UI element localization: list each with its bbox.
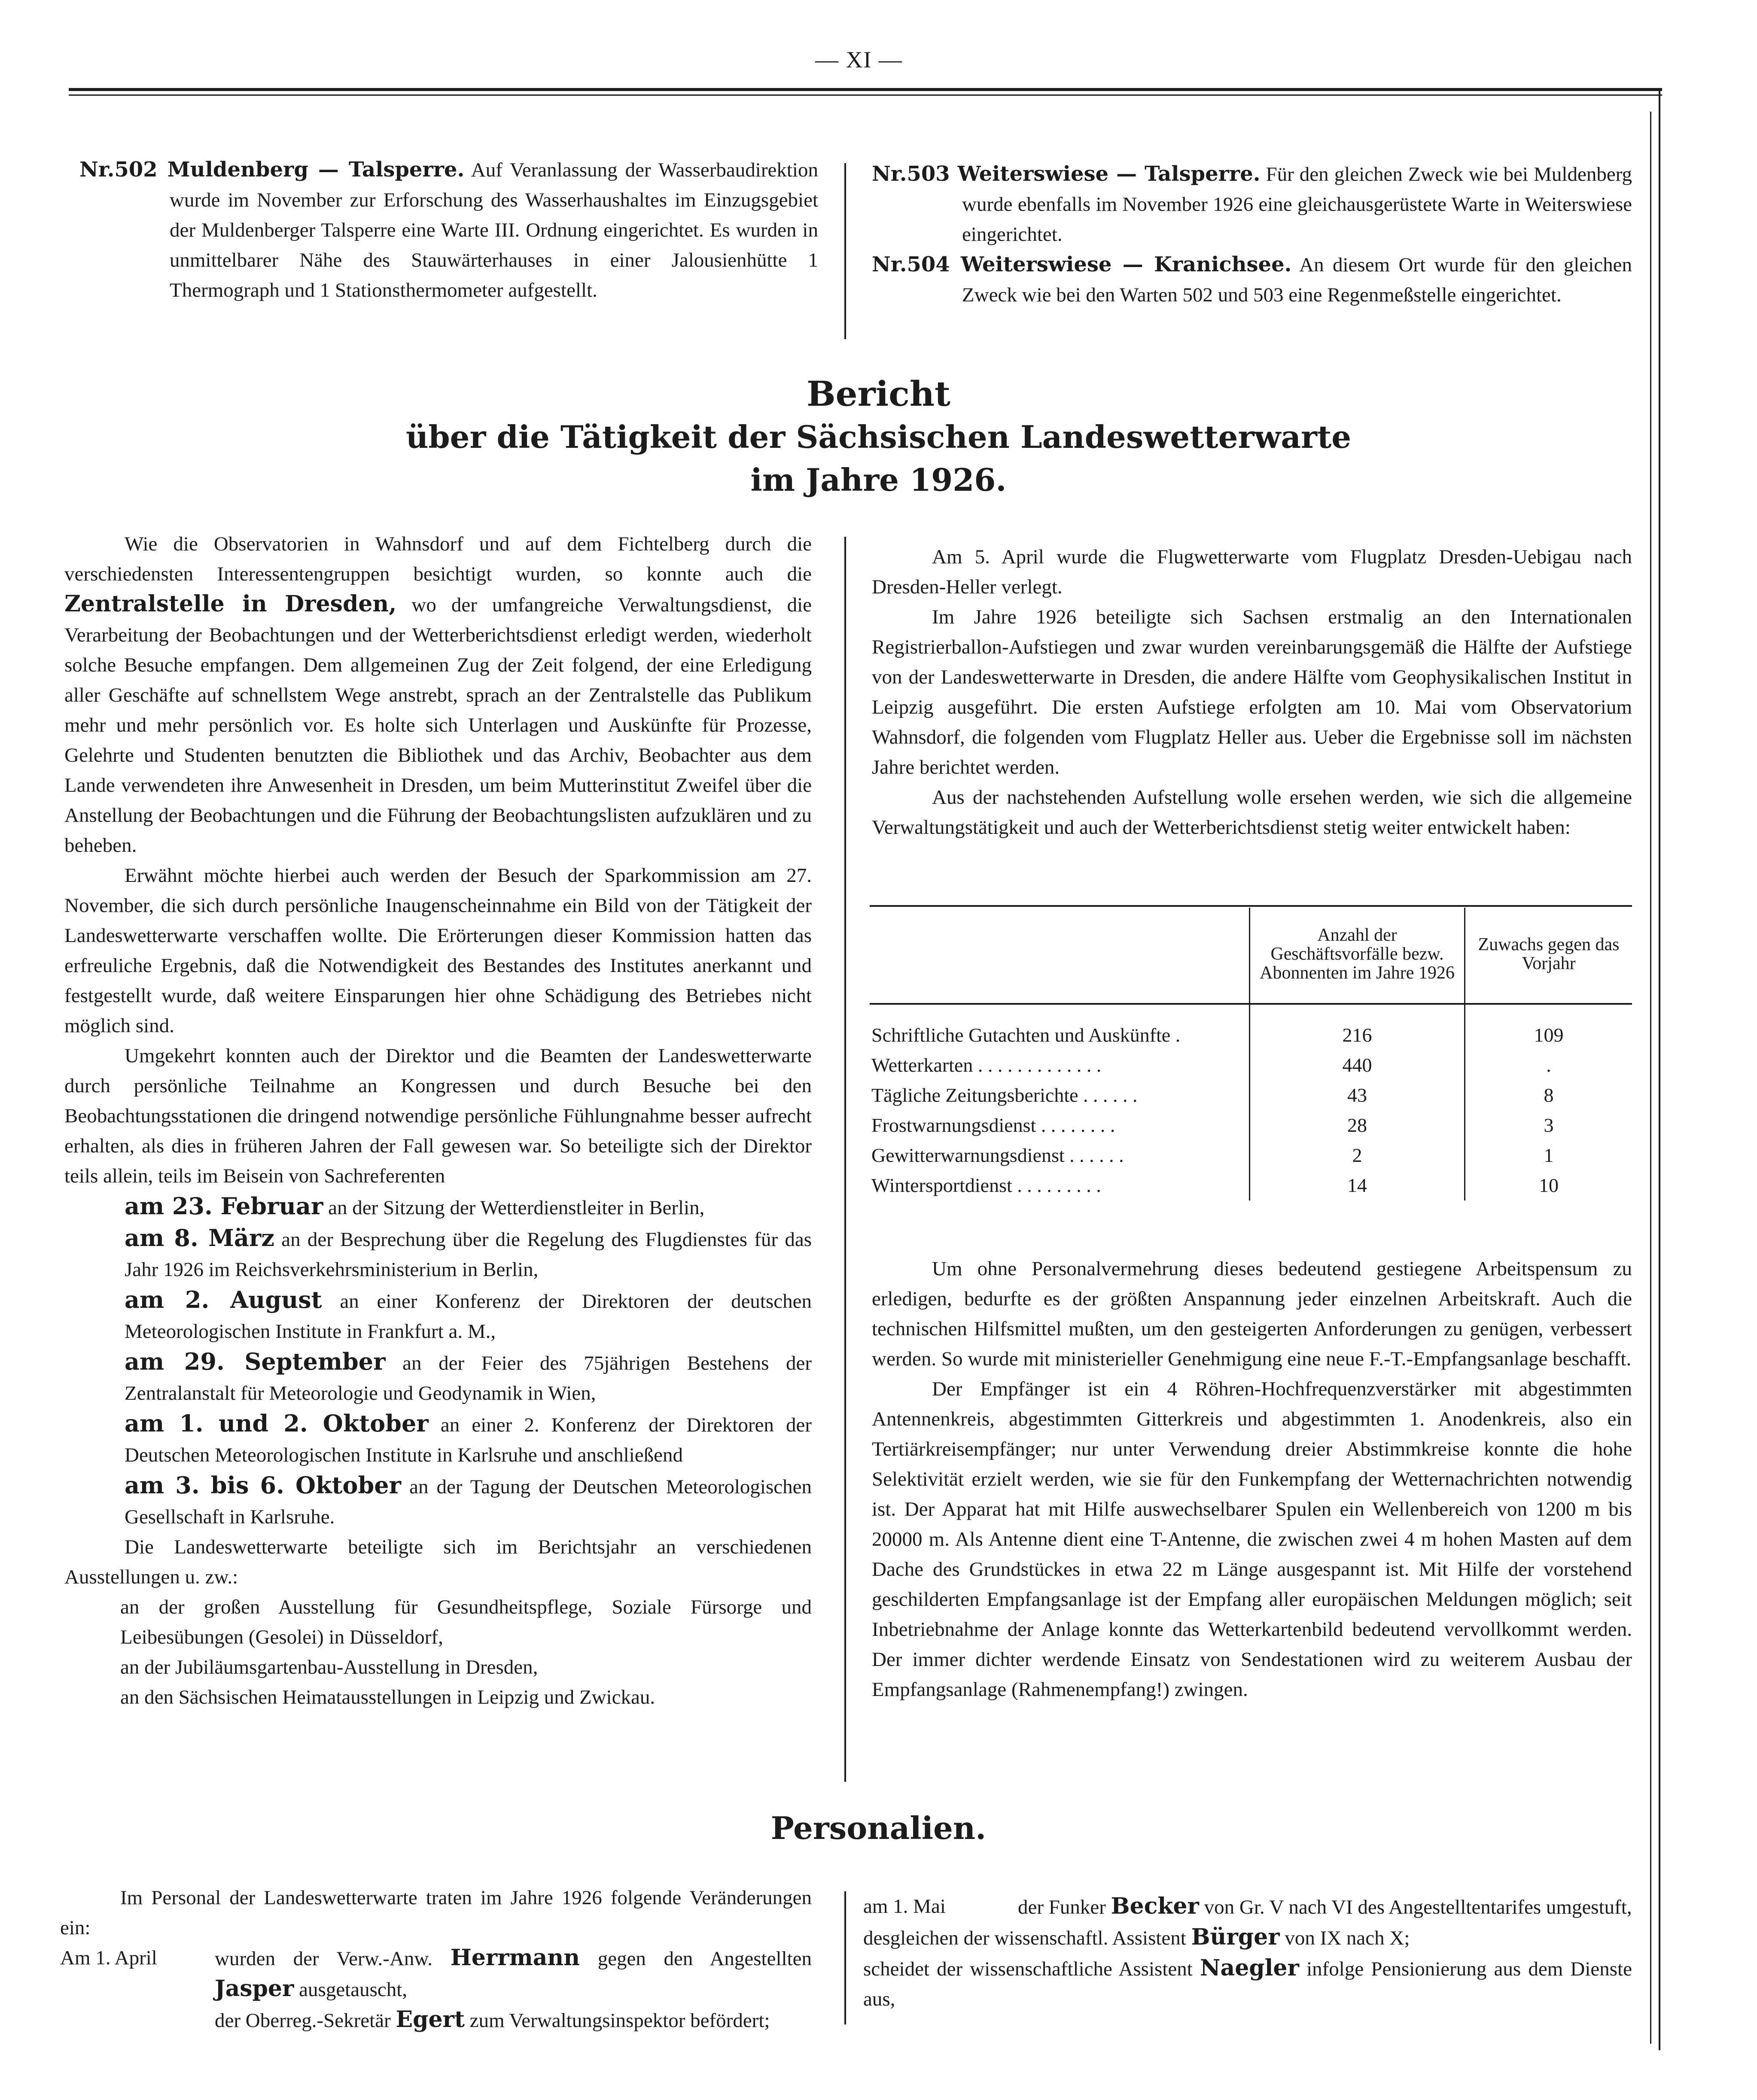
event-item [125,1408,812,1470]
report-right-column-bottom [872,1254,1632,1705]
report-right-p3: Aus der nachstehenden Aufstellung wolle ersehen werden, wie sich die allgemeine Verwaltungstätigkeit und auch der Wetterberichtsdienst stetig weiter entwickelt haben: [872,786,1632,839]
event-text: an der Besprechung über die Regelung des Flugdienstes für das Jahr 1926 im Reichsverkehrsministerium in Berlin, [125,1228,812,1281]
event-item [125,1470,812,1532]
table-header-count: Anzahl der Geschäftsvorfälle bezw. Abonnenten im Jahre 1926 [1250,908,1465,1004]
table-row-growth: . [1546,1054,1551,1076]
header-rule-thick [69,88,1662,91]
personalien-april-date: Am 1. April [60,1947,157,1969]
table-row-growth: 10 [1539,1174,1559,1196]
person-name: Bürger [1191,1924,1280,1950]
text-fragment: wurden der Verw.-Anw. [215,1948,433,1970]
column-divider-report [844,537,846,1782]
table-row [870,1110,1632,1140]
report-right-p1: Am 5. April wurde die Flugwetterwarte vom Flugplatz Dresden-Uebigau nach Dresden-Heller verlegt. [872,546,1632,598]
table-row-growth: 8 [1544,1084,1554,1106]
table-row [870,1080,1632,1110]
event-item [125,1285,812,1346]
page-number: — XI — [815,47,903,73]
personalien-may-date: am 1. Mai [863,1895,946,1918]
table-row-growth: 3 [1544,1114,1554,1136]
person-name: Egert [396,2006,465,2033]
text-fragment: infolge Pensionierung aus dem Dienste aus, [863,1958,1632,2010]
report-left-p1-b: wo der umfangreiche Verwaltungsdienst, die Verarbeitung der Beobachtungen und der Wetterberichtsdienst erledigt werden, wiederholt solche Besuche empfangen. Dem allgemeinen Zug der Zeit folgend, der eine Erledigung aller Geschäfte auf schnellstem Wege anstrebt, sprach an der Zentralstelle das Publikum mehr und mehr persönlich vor. Es holte sich Unterlagen und Auskünfte für Prozesse, Gelehrte und Studenten benutzten die Bibliothek und das Archiv, Beobachter aus dem Lande verwendeten ihre Anwesenheit in Dresden, um beim Mutterinstitut Zweifel über die Anstellung der Beobachtungen und die Führung der Beobachtungslisten aufzuklären und zu beheben. [64,594,812,857]
text-fragment: von IX nach X; [1285,1927,1410,1949]
event-date: am 3. bis 6. Oktober [125,1471,402,1499]
personalien-left [60,1883,812,2036]
text-fragment: scheidet der wissenschaftliche Assistent [863,1958,1193,1980]
zentralstelle-label: Zentralstelle in Dresden, [64,591,397,617]
report-right-p4: Um ohne Personalvermehrung dieses bedeutend gestiegene Arbeitspensum zu erledigen, bedurfte es der größten Anspannung jeder einzelnen Arbeitskraft. Auch die technischen Hilfsmittel mußten, um den gesteigerten Anforderungen zu genügen, verbessert werden. So wurde mit ministerieller Genehmigung eine neue F.-T.-Empfangsanlage beschafft. [872,1258,1632,1370]
table-row-count: 216 [1250,1004,1465,1050]
table-row-growth: 109 [1534,1024,1564,1046]
event-item [125,1223,812,1285]
table-row-count: 14 [1250,1170,1465,1200]
personalien-right [863,1891,1632,2014]
station-503-504 [872,159,1632,310]
report-right-p5: Der Empfänger ist ein 4 Röhren-Hochfrequenzverstärker mit abgestimmten Antennenkreis, abgestimmten Gitterkreis und abgestimmten 1. Anodenkreis, also ein Tertiärkreisempfänger; nur unter Verwendung dreier Abstimmkreise konnte die hohe Selektivität erzielt werden, wie sie für den Funkempfang der Wetternachrichten notwendig ist. Der Apparat hat mit Hilfe auswechselbarer Spulen ein Wellenbereich von 1200 m bis 20000 m. Als Antenne dient eine T-Antenne, die zwischen zwei 4 m hohen Masten auf dem Dache des Grundstückes in etwa 22 m Länge ausgespannt ist. Mit Hilfe der vorstehend geschilderten Empfangsanlage ist der Empfang aller europäischen Meldungen möglich; seit Inbetriebnahme der Anlage konnte das Wetterkartenbild bedeutend vervollkommt werden. Der immer dichter werdende Einsatz von Sendestationen wird zu weiterem Ausbau der Empfangsanlage (Rahmenempfang!) zwingen. [872,1378,1632,1701]
person-name: Jasper [215,1975,294,2002]
table-header-growth: Zuwachs gegen das Vorjahr [1465,908,1632,1004]
station-502 [79,155,818,305]
event-text: an einer Konferenz der Direktoren der deutschen Meteorologischen Institute in Frankfurt a. M., [125,1290,812,1343]
table-row [870,1140,1632,1170]
personalien-april-text [215,1943,812,2036]
table-row-growth: 1 [1544,1144,1554,1166]
exhibition-item: an der Jubiläumsgartenbau-Ausstellung in Dresden, [120,1656,538,1678]
station-502-text: Auf Veranlassung der Wasserbaudirektion wurde im November zur Erforschung des Wasserhaushaltes im Einzugsgebiet der Muldenberger Talsperre eine Warte III. Ordnung eingerichtet. Es wurden in unmittelbarer Nähe des Stauwärterhauses in einer Jalousienhütte 1 Thermograph und 1 Stationsthermometer aufgestellt. [170,159,818,301]
personalien-intro: Im Personal der Landeswetterwarte traten im Jahre 1926 folgende Veränderungen ein: [60,1887,812,1939]
person-name: Naegler [1200,1955,1299,1981]
station-503-head: Nr.503 Weiterswiese — Talsperre. [872,162,1261,186]
station-504-head: Nr.504 Weiterswiese — Kranichsee. [872,252,1292,277]
table-row-label: Wetterkarten . . . . . . . . . . . . . [871,1054,1102,1076]
statistics-table [870,908,1632,1200]
text-fragment: der Funker [1018,1896,1106,1918]
column-divider-top [844,163,846,339]
station-504-text: An diesem Ort wurde für den gleichen Zweck wie bei den Warten 502 und 503 eine Regenmeßstelle eingerichtet. [962,254,1632,306]
exhibition-item: an den Sächsischen Heimatausstellungen in Leipzig und Zwickau. [120,1686,655,1708]
table-row [870,1050,1632,1080]
personalien-may-text [1018,1891,1632,1922]
exhibition-list [64,1592,812,1712]
event-date: am 23. Februar [125,1192,323,1220]
report-title-line1: Bericht [807,374,950,414]
person-name: Herrmann [450,1945,580,1971]
event-date: am 8. März [125,1224,274,1252]
text-fragment: zum Verwaltungsinspektor befördert; [469,2009,770,2032]
personalien-may [863,1891,1632,1922]
event-text: an der Feier des 75jährigen Bestehens der Zentralanstalt für Meteorologie und Geodynamik in Wien, [125,1352,812,1404]
event-date: am 2. August [125,1286,322,1313]
event-text: an der Sitzung der Wetterdienstleiter in Berlin, [328,1197,705,1219]
table-row-label: Tägliche Zeitungsberichte . . . . . . [871,1084,1138,1106]
event-item [125,1346,812,1408]
report-left-p4: Die Landeswetterwarte beteiligte sich im Berichtsjahr an verschiedenen Ausstellungen u. zw.: [64,1536,812,1588]
table-row-label: Schriftliche Gutachten und Auskünfte . [871,1024,1181,1046]
table-row-count: 440 [1250,1050,1465,1080]
table-row-label: Gewitterwarnungsdienst . . . . . . [871,1144,1124,1166]
text-fragment: desgleichen der wissenschaftl. Assistent [863,1927,1186,1949]
table-row-count: 28 [1250,1110,1465,1140]
report-left-p3: Umgekehrt konnten auch der Direktor und die Beamten der Landeswetterwarte durch persönliche Teilnahme an Kongressen und durch Besuche bei den Beobachtungsstationen die dringend notwendige persönliche Fühlungnahme besser aufrecht erhalten, als dies in früheren Jahren der Fall gewesen war. So beteiligte sich der Direktor teils allein, teils im Beisein von Sachreferenten [64,1045,812,1187]
table-top-rule [870,905,1632,907]
text-fragment: der Oberreg.-Sekretär [215,2009,391,2032]
table-row [870,1170,1632,1200]
report-right-column-top [872,542,1632,842]
table-row [870,1004,1632,1050]
personalien-april [60,1943,812,2036]
table-row-label: Frostwarnungsdienst . . . . . . . . [871,1114,1115,1136]
table-row-label: Wintersportdienst . . . . . . . . . [871,1174,1101,1196]
text-fragment: gegen den Angestellten [597,1948,812,1970]
personalien-title: Personalien. [770,1810,987,1846]
report-left-p1-a: Wie die Observatorien in Wahnsdorf und auf dem Fichtelberg durch die verschiedensten Interessentengruppen besichtigt wurden, so konnte auch die [64,533,812,585]
event-item [125,1191,812,1223]
column-divider-personalien [844,1891,846,2024]
text-fragment: von Gr. V nach VI des Angestelltentarifes umgestuft, [1204,1896,1632,1918]
event-date: am 1. und 2. Oktober [125,1410,429,1437]
event-list [64,1191,812,1532]
event-text: an einer 2. Konferenz der Direktoren der Deutschen Meteorologischen Institute in Karlsruhe und anschließend [125,1414,812,1466]
report-right-p2: Im Jahre 1926 beteiligte sich Sachsen erstmalig an den Internationalen Registrierballon-Aufstiegen und zwar wurden vereinbarungsgemäß die Hälfte der Aufstiege von der Landeswetterwarte in Dresden, die andere Hälfte vom Geophysikalischen Institut in Leipzig ausgeführt. Die ersten Aufstiege erfolgten am 10. Mai vom Observatorium Wahnsdorf, die folgenden vom Flugplatz Heller aus. Ueber die Ergebnisse soll im nächsten Jahre berichtet werden. [872,606,1632,778]
text-fragment: ausgetauscht, [299,1978,408,2001]
header-rule-thin [69,94,1662,96]
report-left-p2: Erwähnt möchte hierbei auch werden der Besuch der Sparkommission am 27. November, die sich durch persönliche Inaugenscheinnahme ein Bild von der Tätigkeit der Landeswetterwarte verschaffen wollte. Die Erörterungen dieser Kommission hatten das erfreuliche Ergebnis, daß die Notwendigkeit des Bestandes des Institutes anerkannt und festgestellt wurde, daß weitere Einsparungen hier ohne Schädigung des Betriebes nicht möglich sind. [64,864,812,1037]
table-row-count: 43 [1250,1080,1465,1110]
station-503-text: Für den gleichen Zweck wie bei Muldenberg wurde ebenfalls im November 1926 eine gleichausgerüstete Warte in Weiterswiese eingerichtet. [962,163,1632,246]
report-title-line2: über die Tätigkeit der Sächsischen Landeswetterwarte [405,419,1352,455]
report-left-column [64,529,812,1712]
table-header-blank [870,908,1250,1004]
station-502-head: Nr.502 Muldenberg — Talsperre. [79,158,465,182]
person-name: Becker [1111,1893,1199,1919]
event-text: an der Tagung der Deutschen Meteorologischen Gesellschaft in Karlsruhe. [125,1476,812,1528]
table-row-count: 2 [1250,1140,1465,1170]
exhibition-item: an der großen Ausstellung für Gesundheitspflege, Soziale Fürsorge und Leibesübungen (Gesolei) in Düsseldorf, [120,1596,812,1648]
report-title-line3: im Jahre 1926. [750,462,1007,498]
event-date: am 29. September [125,1348,386,1375]
